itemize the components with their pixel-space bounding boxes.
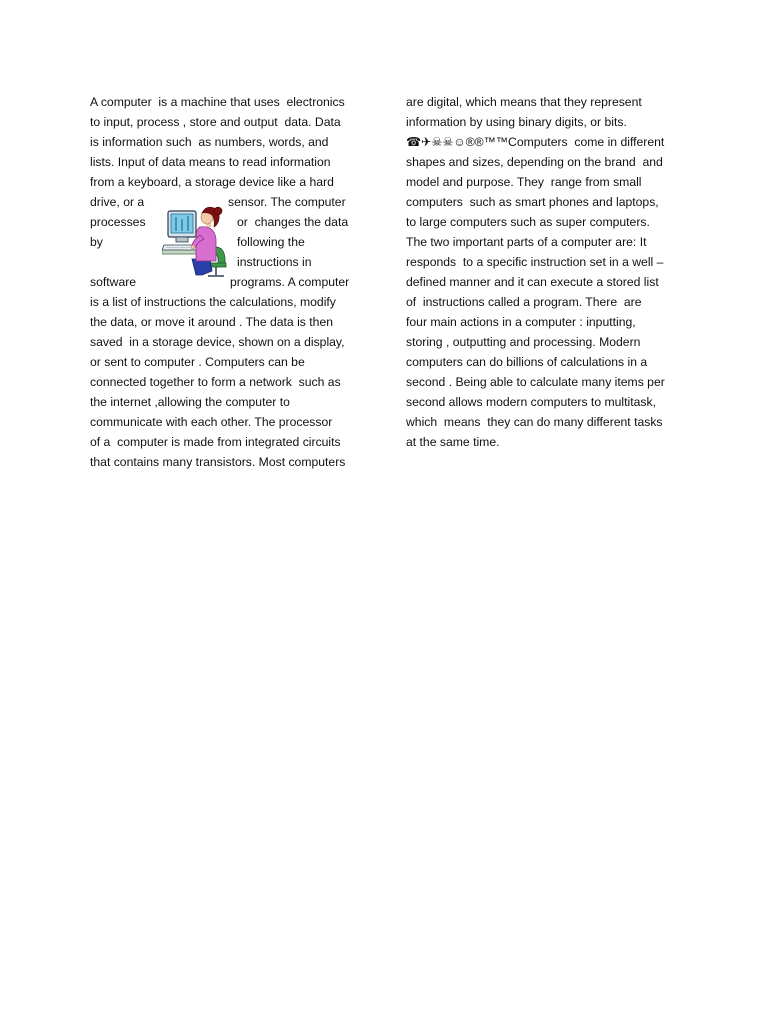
- left-column: [90, 92, 366, 472]
- text-line: saved in a storage device, shown on a display,: [90, 335, 345, 349]
- text-line: is a list of instructions the calculations, modify: [90, 295, 336, 309]
- text-segment: sensor. The computer: [228, 195, 346, 209]
- text-line: lists. Input of data means to read information: [90, 155, 331, 169]
- text-line: storing , outputting and processing. Modern: [406, 335, 641, 349]
- text-line: ☎✈☠☠☺®®™™Computers come in different: [406, 135, 665, 149]
- text-segment: programs. A computer: [230, 275, 350, 289]
- text-line: information by using binary digits, or bits.: [406, 115, 627, 129]
- text-line: to input, process , store and output data. Data: [90, 115, 341, 129]
- text-line: responds to a specific instruction set in a well –: [406, 255, 664, 269]
- text-line: model and purpose. They range from small: [406, 175, 642, 189]
- text-line: four main actions in a computer : inputting,: [406, 315, 636, 329]
- text-line: of a computer is made from integrated circuits: [90, 435, 341, 449]
- text-line: the data, or move it around . The data is then: [90, 315, 333, 329]
- text-line: second allows modern computers to multitask,: [406, 395, 656, 409]
- text-segment: by: [90, 235, 103, 249]
- text-line: second . Being able to calculate many items per: [406, 375, 665, 389]
- text-line: that contains many transistors. Most computers: [90, 455, 346, 469]
- text-line: or sent to computer . Computers can be: [90, 355, 305, 369]
- text-line: which means they can do many different tasks: [406, 415, 663, 429]
- text-line: computers can do billions of calculations in a: [406, 355, 648, 369]
- text-line: from a keyboard, a storage device like a hard: [90, 175, 334, 189]
- blouse: [196, 227, 216, 261]
- text-line: of instructions called a program. There are: [406, 295, 642, 309]
- text-line: connected together to form a network such as: [90, 375, 341, 389]
- text-line: to large computers such as super computers.: [406, 215, 650, 229]
- text-line: The two important parts of a computer are: It: [406, 235, 647, 249]
- text-line: is information such as numbers, words, and: [90, 135, 329, 149]
- right-column: [406, 92, 682, 452]
- text-line: shapes and sizes, depending on the brand and: [406, 155, 663, 169]
- text-line: A computer is a machine that uses electronics: [90, 95, 345, 109]
- clipart-drawing: [162, 205, 230, 277]
- woman-at-computer-icon: [162, 205, 230, 277]
- text-line: the internet ,allowing the computer to: [90, 395, 290, 409]
- text-segment: software: [90, 275, 137, 289]
- text-segment: processes: [90, 215, 146, 229]
- text-line: computers such as smart phones and laptops,: [406, 195, 659, 209]
- text-line: are digital, which means that they represent: [406, 95, 642, 109]
- text-line: defined manner and it can execute a stored list: [406, 275, 659, 289]
- text-segment: drive, or a: [90, 195, 145, 209]
- text-segment: following the: [237, 235, 305, 249]
- text-line: communicate with each other. The processor: [90, 415, 333, 429]
- text-line: at the same time.: [406, 435, 500, 449]
- text-segment: or changes the data: [237, 215, 349, 229]
- text-segment: instructions in: [237, 255, 312, 269]
